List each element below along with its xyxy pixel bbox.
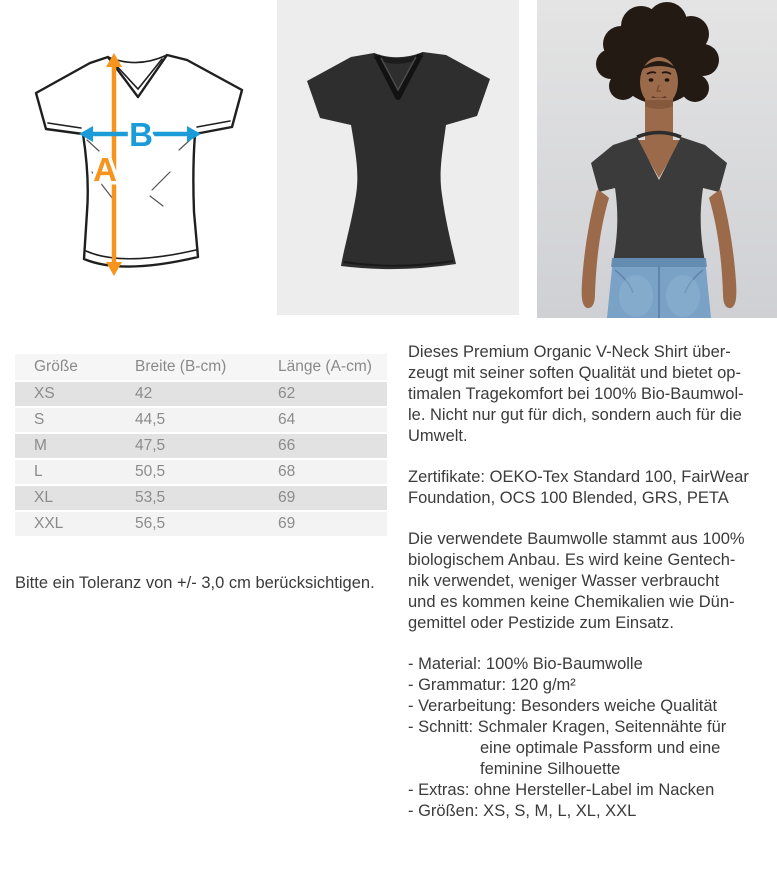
size-table-header-row	[15, 354, 387, 380]
description-paragraph	[408, 342, 777, 447]
size-table-cell: XS	[15, 382, 135, 406]
description-line: gemittel oder Pestizide zum Einsatz.	[408, 614, 674, 632]
product-description	[408, 342, 777, 842]
size-table-row	[15, 486, 387, 510]
length-arrowhead-bottom	[106, 262, 122, 276]
size-table-cell: XXL	[15, 512, 135, 536]
description-line: - Material: 100% Bio-Baumwolle	[408, 655, 643, 673]
column-header-width: Breite (B-cm)	[135, 354, 278, 380]
description-line: feminine Silhouette	[480, 760, 621, 778]
jeans	[607, 258, 711, 318]
size-table-cell: 44,5	[135, 408, 278, 432]
size-table-cell: M	[15, 434, 135, 458]
description-line: zeugt mit seiner soften Qualität und bietet op-	[408, 364, 741, 382]
product-photo-flat	[277, 0, 519, 315]
size-table-row	[15, 434, 387, 458]
description-line: Zertifikate: OEKO-Tex Standard 100, FairWear	[408, 468, 749, 486]
description-line: - Größen: XS, S, M, L, XL, XXL	[408, 802, 637, 820]
size-table-cell: 68	[278, 460, 387, 484]
size-table-cell: 50,5	[135, 460, 278, 484]
size-table-row	[15, 382, 387, 406]
size-table-cell: S	[15, 408, 135, 432]
description-paragraph	[408, 529, 777, 634]
description-line: - Verarbeitung: Besonders weiche Qualität	[408, 697, 718, 715]
tolerance-note: Bitte ein Toleranz von +/- 3,0 cm berücksichtigen.	[15, 574, 375, 592]
size-table-row	[15, 408, 387, 432]
size-table-row	[15, 512, 387, 536]
size-table-cell: 56,5	[135, 512, 278, 536]
description-line: nik verwendet, weniger Wasser verbraucht	[408, 572, 720, 590]
size-table-cell: 66	[278, 434, 387, 458]
description-line: Foundation, OCS 100 Blended, GRS, PETA	[408, 489, 729, 507]
description-line: Umwelt.	[408, 427, 468, 445]
size-table-body	[15, 382, 387, 536]
description-line: Die verwendete Baumwolle stammt aus 100%	[408, 530, 745, 548]
description-paragraph	[408, 654, 777, 822]
size-table-cell: 69	[278, 486, 387, 510]
size-table	[15, 352, 387, 538]
description-line: - Schnitt: Schmaler Kragen, Seitennähte für	[408, 718, 727, 736]
description-line: timalen Tragekomfort bei 100% Bio-Baumwol-	[408, 385, 744, 403]
description-line: eine optimale Passform und eine	[480, 739, 721, 757]
size-measurement-diagram	[0, 0, 277, 318]
length-label: A	[93, 151, 117, 188]
description-line: le. Nicht nur gut für dich, sondern auch für die	[408, 406, 742, 424]
size-table-cell: 62	[278, 382, 387, 406]
size-table-cell: XL	[15, 486, 135, 510]
model-wearing-shirt-photo	[537, 0, 777, 318]
size-table-cell: 47,5	[135, 434, 278, 458]
size-table-row	[15, 460, 387, 484]
size-table-cell: L	[15, 460, 135, 484]
description-line: und es kommen keine Chemikalien wie Dün-	[408, 593, 735, 611]
width-label: B	[129, 116, 153, 153]
description-line: - Extras: ohne Hersteller-Label im Nacken	[408, 781, 715, 799]
size-table-section	[15, 352, 387, 538]
size-table-cell: 53,5	[135, 486, 278, 510]
size-table-cell: 64	[278, 408, 387, 432]
size-table-cell: 42	[135, 382, 278, 406]
size-table-cell: 69	[278, 512, 387, 536]
column-header-size: Größe	[15, 354, 135, 380]
description-line: Dieses Premium Organic V-Neck Shirt über-	[408, 343, 731, 361]
description-line: - Grammatur: 120 g/m²	[408, 676, 576, 694]
tshirt-measure-illustration	[0, 0, 277, 318]
description-line: biologischem Anbau. Es wird keine Gentech-	[408, 551, 736, 569]
product-photo-model	[537, 0, 777, 318]
description-paragraph	[408, 467, 777, 509]
black-vneck-shirt-photo	[277, 0, 519, 315]
column-header-length: Länge (A-cm)	[278, 354, 387, 380]
